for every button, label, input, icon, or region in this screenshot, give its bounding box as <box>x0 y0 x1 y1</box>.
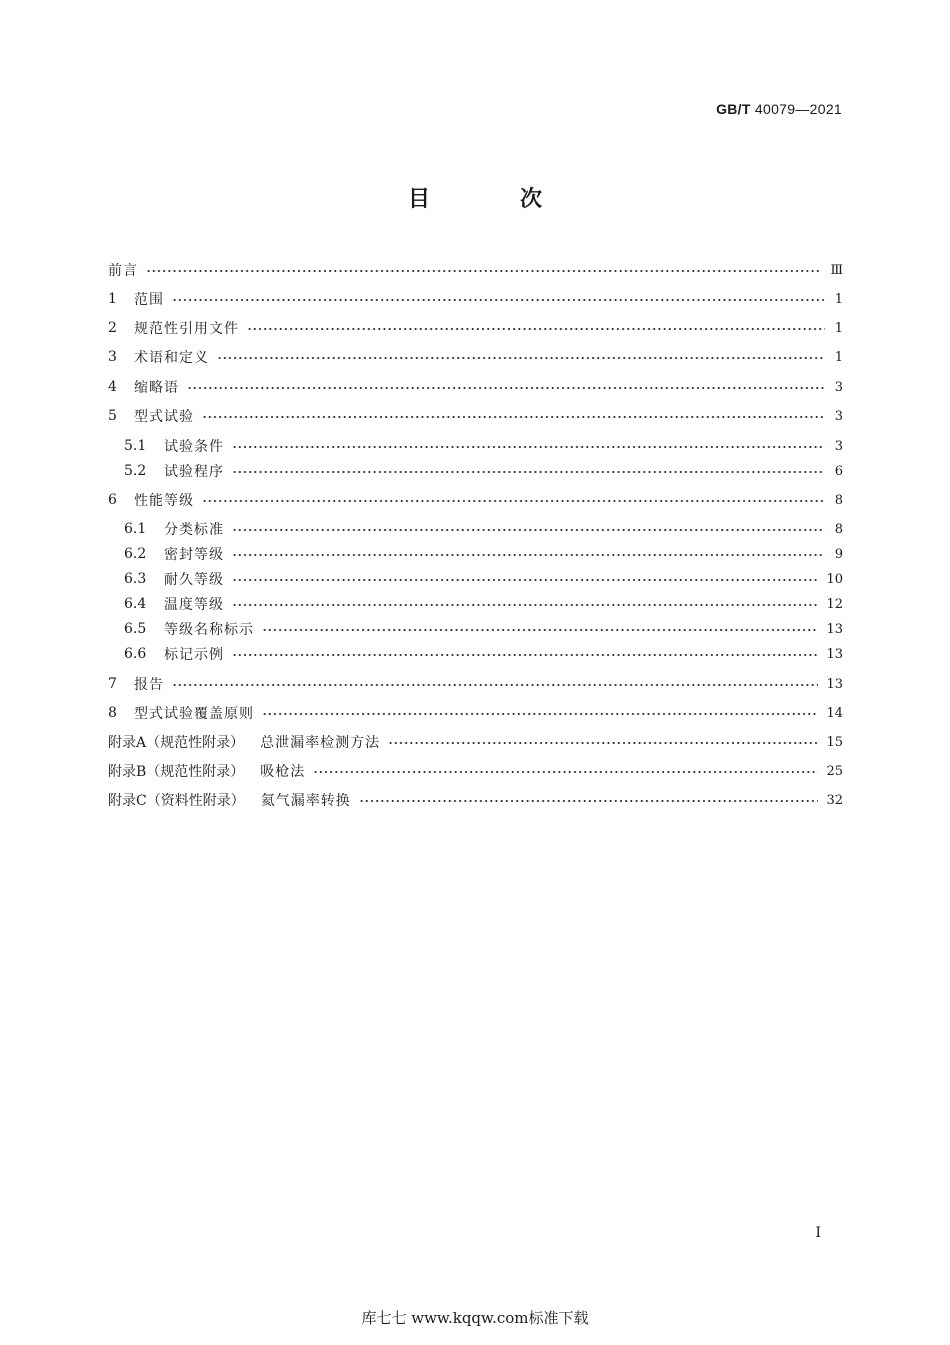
toc-entry-title: 型式试验 <box>134 409 194 425</box>
dot-leader <box>146 269 822 273</box>
toc-entry-number: 3 <box>108 349 117 365</box>
toc-entry-page: 13 <box>826 646 843 662</box>
toc-entry-page: 13 <box>826 676 843 692</box>
dot-leader <box>172 683 818 687</box>
toc-entry-title: 温度等级 <box>164 597 224 613</box>
toc-entry-page: 14 <box>826 705 843 721</box>
toc-entry-number: 6 <box>108 492 117 508</box>
toc-entry-title: 报告 <box>134 677 164 693</box>
toc-entry-title: 性能等级 <box>134 493 194 509</box>
toc-entry-title: 试验条件 <box>164 439 224 455</box>
toc-entry-number: 4 <box>108 379 117 395</box>
toc-entry-page: 9 <box>834 546 843 562</box>
toc-entry[interactable] <box>124 567 843 591</box>
toc-entry-number: 1 <box>108 291 117 307</box>
dot-leader <box>172 298 825 302</box>
toc-entry-title: 标记示例 <box>164 647 224 663</box>
toc-entry-number: 6.3 <box>124 571 147 587</box>
dot-leader <box>232 653 818 657</box>
standard-code: 40079—2021 <box>754 101 842 117</box>
toc-entry-page: 1 <box>834 291 843 307</box>
toc-entry-number: 6.1 <box>124 521 147 537</box>
toc-entry-number: 2 <box>108 320 117 336</box>
toc-entry-number: 6.5 <box>124 621 147 637</box>
toc-entry-page: 13 <box>826 621 843 637</box>
dot-leader <box>232 528 825 532</box>
dot-leader <box>262 628 818 632</box>
toc-entry-page: Ⅲ <box>830 262 843 278</box>
toc-entry-page: 3 <box>834 408 843 424</box>
toc-entry[interactable] <box>124 459 843 483</box>
toc-entry[interactable] <box>124 642 843 666</box>
toc-entry[interactable] <box>108 316 843 340</box>
dot-leader <box>232 578 818 582</box>
toc-entry-title: 前言 <box>108 263 138 279</box>
toc-entry-title: 氦气漏率转换 <box>260 793 351 809</box>
toc-entry-page: 3 <box>834 379 843 395</box>
toc-entry-number: 7 <box>108 676 117 692</box>
dot-leader <box>388 741 818 745</box>
toc-entry-page: 10 <box>826 571 843 587</box>
toc-entry-number: 5 <box>108 408 117 424</box>
toc-entry[interactable] <box>124 617 843 641</box>
toc-entry[interactable] <box>124 592 843 616</box>
toc-entry-title: 试验程序 <box>164 464 224 480</box>
toc-entry-number: 附录B（规范性附录） <box>108 764 245 780</box>
toc-entry-title: 术语和定义 <box>134 350 209 366</box>
toc-entry-title: 分类标准 <box>164 522 224 538</box>
toc-entry[interactable] <box>108 730 843 754</box>
toc-entry[interactable] <box>108 701 843 725</box>
dot-leader <box>232 445 825 449</box>
toc-entry-title: 耐久等级 <box>164 572 224 588</box>
dot-leader <box>187 386 825 390</box>
toc-entry[interactable] <box>108 788 843 812</box>
toc-entry-title: 总泄漏率检测方法 <box>260 735 381 751</box>
toc-entry-number: 5.2 <box>124 463 147 479</box>
toc-entry-page: 6 <box>834 463 843 479</box>
toc-entry[interactable] <box>108 488 843 512</box>
toc-entry-page: 1 <box>834 349 843 365</box>
toc-entry-title: 范围 <box>134 292 164 308</box>
standard-prefix: GB/T <box>716 101 751 117</box>
dot-leader <box>247 327 825 331</box>
toc-entry[interactable] <box>124 517 843 541</box>
standard-number <box>716 101 842 117</box>
dot-leader <box>217 356 825 360</box>
toc-entry-title: 吸枪法 <box>260 764 306 780</box>
toc-entry[interactable] <box>108 258 843 282</box>
toc-entry-page: 32 <box>826 792 843 808</box>
page-title: 目 次 <box>407 187 576 212</box>
toc-entry-page: 12 <box>826 596 843 612</box>
toc-entry[interactable] <box>108 759 843 783</box>
page-number: I <box>815 1225 821 1241</box>
toc-entry[interactable] <box>124 542 843 566</box>
toc-entry-number: 6.6 <box>124 646 147 662</box>
toc-entry[interactable] <box>124 434 843 458</box>
toc-entry[interactable] <box>108 287 843 311</box>
toc-entry-title: 缩略语 <box>134 380 179 396</box>
toc-entry-number: 6.2 <box>124 546 147 562</box>
toc-entry[interactable] <box>108 345 843 369</box>
toc-entry-page: 8 <box>834 521 843 537</box>
dot-leader <box>202 499 825 503</box>
dot-leader <box>313 770 818 774</box>
toc-entry-title: 密封等级 <box>164 547 224 563</box>
dot-leader <box>202 415 825 419</box>
dot-leader <box>232 553 825 557</box>
dot-leader <box>232 470 825 474</box>
dot-leader <box>359 799 819 803</box>
toc-entry-page: 15 <box>826 734 843 750</box>
toc-entry-page: 1 <box>834 320 843 336</box>
toc-entry-number: 6.4 <box>124 596 147 612</box>
toc-entry-page: 3 <box>834 438 843 454</box>
toc-entry-number: 附录C（资料性附录） <box>108 793 245 809</box>
toc-entry-title: 等级名称标示 <box>164 622 254 638</box>
toc-entry[interactable] <box>108 404 843 428</box>
toc-entry[interactable] <box>108 375 843 399</box>
toc-entry-title: 型式试验覆盖原则 <box>134 706 254 722</box>
toc-entry-number: 5.1 <box>124 438 147 454</box>
footer-watermark: 库七七 www.kqqw.com标准下载 <box>361 1309 589 1327</box>
toc-entry-number: 附录A（规范性附录） <box>108 735 245 751</box>
toc-entry-title: 规范性引用文件 <box>134 321 239 337</box>
toc-entry-number: 8 <box>108 705 117 721</box>
toc-entry[interactable] <box>108 672 843 696</box>
toc-entry-page: 25 <box>826 763 843 779</box>
dot-leader <box>262 712 818 716</box>
toc-entry-page: 8 <box>834 492 843 508</box>
dot-leader <box>232 603 818 607</box>
